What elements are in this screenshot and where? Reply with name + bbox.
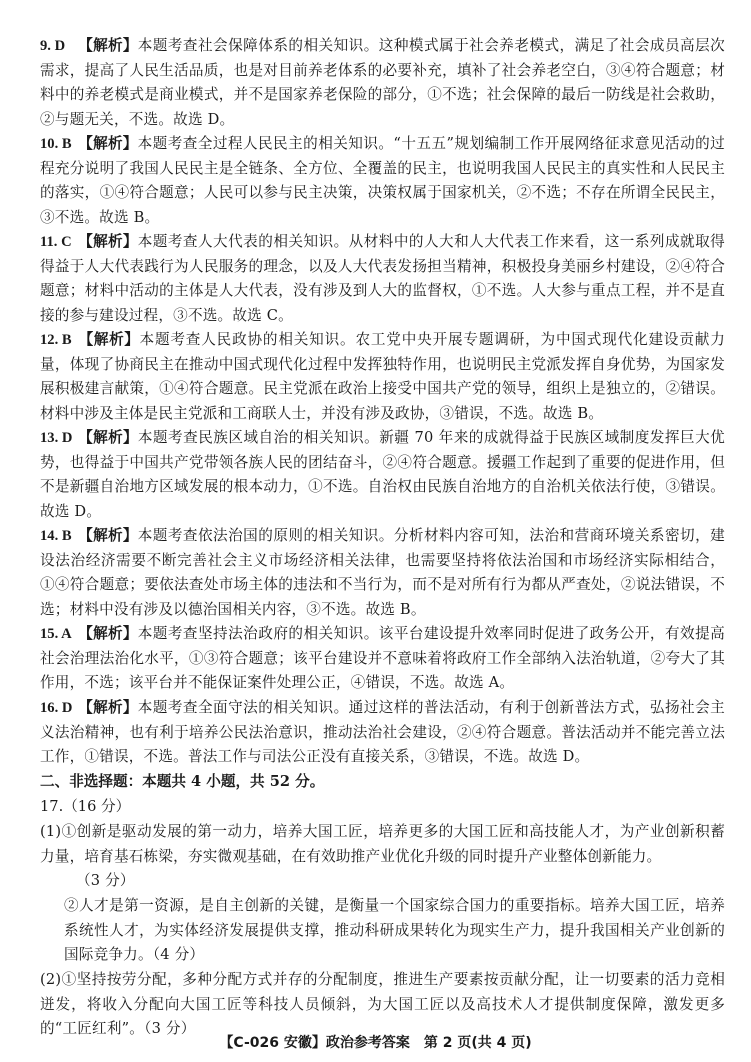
- analysis-tag: 【解析】: [78, 527, 138, 544]
- analysis-text: 本题考查坚持法治政府的相关知识。该平台建设提升效率同时促进了政务公开，有效提高社会治理法治化水平，①③符合题意；该平台建设并不意味着将政府工作全部纳入法治轨道，②夸大了其作用，不选；该平台并不能保证案件处理公正，④错误，不选。故选 A。: [40, 625, 725, 692]
- q17-part1-point1: [40, 820, 725, 894]
- answer-number: 15. A: [40, 626, 72, 642]
- answer-item-15: [40, 622, 725, 696]
- analysis-text: 本题考查人大代表的相关知识。从材料中的人大和人大代表工作来看，这一系列成就取得得益于人大代表践行为人民服务的理念，以及人大代表发扬担当精神，积极投身美丽乡村建设，②④符合题意；材料中活动的主体是人大代表，没有涉及到人大的监督权，①不选。人大参与重点工程，并不是直接的参与建设过程，③不选。故选 C。: [40, 233, 725, 324]
- answer-item-10: [40, 132, 725, 230]
- analysis-text: 本题考查依法治国的原则的相关知识。分析材料内容可知，法治和营商环境关系密切，建设法治经济需要不断完善社会主义市场经济相关法律，也需要坚持将依法治国和市场经济实际相结合，①④符合题意；要依法查处市场主体的违法和不当行为，而不是对所有行为都从严查处，②说法错误，不选；材料中没有涉及以德治国相关内容，③不选。故选 B。: [40, 527, 725, 618]
- answer-item-11: [40, 230, 725, 328]
- answer-number: 10. B: [40, 136, 72, 152]
- analysis-tag: 【解析】: [78, 699, 138, 716]
- section-heading: 二、非选择题：本题共 4 小题，共 52 分。: [40, 773, 325, 790]
- analysis-tag: 【解析】: [78, 625, 138, 642]
- analysis-text: 本题考查人民政协的相关知识。农工党中央开展专题调研，为中国式现代化建设贡献力量，体现了协商民主在推动中国式现代化过程中发挥独特作用，也说明民主党派发挥自身优势，为国家发展积极建言献策，①④符合题意。民主党派在政治上接受中国共产党的领导，组织上是独立的，②错误。材料中涉及主体是民主党派和工商联人士，并没有涉及政协，③错误，不选。故选 B。: [40, 331, 725, 422]
- page-footer: 【C-026 安徽】政治参考答案 第 2 页(共 4 页): [219, 1035, 532, 1051]
- analysis-tag: 【解析】: [78, 233, 138, 250]
- q17-part1-point2-text: ②人才是第一资源，是自主创新的关键，是衡量一个国家综合国力的重要指标。培养大国工匠，培养系统性人才，为实体经济发展提供支撑，推动科研成果转化为现实生产力，提升我国相关产业创新的国际竞争力。（4 分）: [64, 897, 725, 964]
- answer-number: 11. C: [40, 234, 72, 250]
- answer-number: 16. D: [40, 700, 73, 716]
- answer-item-14: [40, 524, 725, 622]
- analysis-tag: 【解析】: [78, 429, 138, 446]
- answer-item-12: [40, 328, 725, 426]
- analysis-tag: 【解析】: [78, 135, 138, 152]
- analysis-tag: 【解析】: [78, 331, 140, 348]
- q17-part1-point1-score: （3 分）: [76, 872, 135, 890]
- answer-number: 9. D: [40, 38, 66, 54]
- answer-item-16: [40, 696, 725, 770]
- answer-item-13: [40, 426, 725, 524]
- q17-part2-point1-text: (2)①坚持按劳分配，多种分配方式并存的分配制度，推进生产要素按贡献分配，让一切要素的活力竞相迸发，将收入分配向大国工匠等科技人员倾斜，为大国工匠以及高技术人才提供制度保障，激发更多的“工匠红利”。（3 分）: [40, 971, 725, 1038]
- answer-item-9: [40, 34, 725, 132]
- answer-number: 13. D: [40, 430, 73, 446]
- answer-number: 14. B: [40, 528, 72, 544]
- question-17-label: 17.（16 分）: [40, 798, 131, 815]
- analysis-text: 本题考查全过程人民民主的相关知识。“十五五”规划编制工作开展网络征求意见活动的过程充分说明了我国人民民主是全链条、全方位、全覆盖的民主，也说明我国人民民主的真实性和人民民主的落实，①④符合题意；人民可以参与民主决策，决策权属于国家机关，②不选；不存在所谓全民民主，③不选。故选 B。: [40, 135, 725, 226]
- analysis-text: 本题考查社会保障体系的相关知识。这种模式属于社会养老模式，满足了社会成员高层次需求，提高了人民生活品质，也是对目前养老体系的必要补充，填补了社会养老空白，③④符合题意；材料中的养老模式是商业模式，并不是国家养老保险的部分，①不选；社会保障的最后一防线是社会救助，②与题无关，不选。故选 D。: [40, 37, 725, 128]
- q17-part1-point2: [64, 894, 725, 968]
- analysis-text: 本题考查全面守法的相关知识。通过这样的普法活动，有利于创新普法方式，弘扬社会主义法治精神，也有利于培养公民法治意识，推动法治社会建设，②④符合题意。普法活动并不能完善立法工作，①错误，不选。普法工作与司法公正没有直接关系，③错误，不选。故选 D。: [40, 699, 725, 766]
- q17-part1-point1-text: (1)①创新是驱动发展的第一动力，培养大国工匠，培养更多的大国工匠和高技能人才，为产业创新积蓄力量，培育基石栋梁，夯实微观基础，在有效助推产业优化升级的同时提升产业整体创新能力。: [40, 823, 725, 865]
- analysis-text: 本题考查民族区域自治的相关知识。新疆 70 年来的成就得益于民族区域制度发挥巨大优势，也得益于中国共产党带领各族人民的团结奋斗，②④符合题意。援疆工作起到了重要的促进作用，但不是新疆自治地方区域发展的根本动力，①不选。自治权由民族自治地方的自治机关依法行使，③错误。故选 D。: [40, 429, 725, 520]
- q17-part2-point1: [40, 968, 725, 1042]
- analysis-tag: 【解析】: [78, 37, 138, 54]
- answer-number: 12. B: [40, 332, 72, 348]
